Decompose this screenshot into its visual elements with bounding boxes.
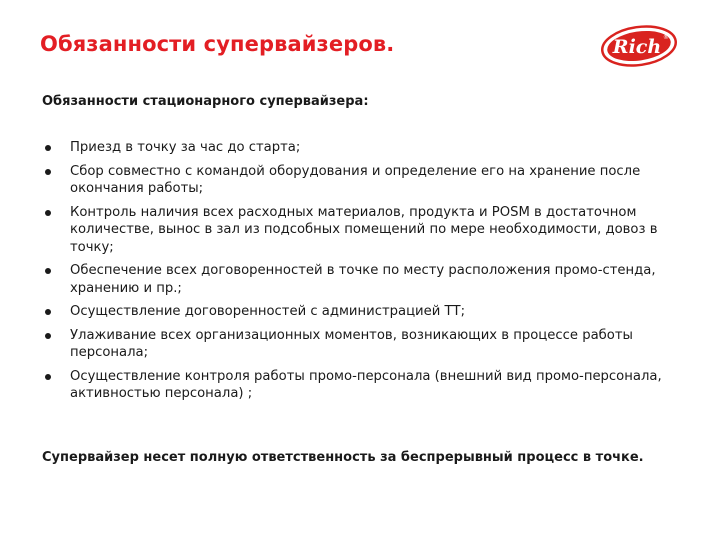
list-item-text: Осуществление контроля работы промо-персонала (внешний вид промо-персонала, активностью персонала) ; [70, 368, 662, 401]
list-item [42, 327, 682, 362]
section-subtitle: Обязанности стационарного супервайзера: [42, 94, 369, 109]
list-item [42, 163, 682, 198]
bullet-icon [45, 169, 51, 175]
rich-logo [600, 24, 678, 68]
bullet-icon [45, 210, 51, 216]
list-item-text: Сбор совместно с командой оборудования и определение его на хранение после окончания работы; [70, 163, 641, 196]
list-item [42, 139, 682, 157]
list-item [42, 262, 682, 297]
list-item [42, 368, 682, 403]
footer-statement: Супервайзер несет полную ответственность за беспрерывный процесс в точке. [42, 450, 644, 465]
list-item-text: Контроль наличия всех расходных материалов, продукта и POSM в достаточном количестве, вынос в зал из подсобных помещений по мере необходимости, довоз в точку; [70, 204, 658, 255]
logo-text: Rich [612, 36, 662, 58]
duties-list [42, 139, 682, 409]
bullet-icon [45, 268, 51, 274]
bullet-icon [45, 145, 51, 151]
bullet-icon [45, 374, 51, 380]
list-item [42, 204, 682, 257]
list-item-text: Улаживание всех организационных моментов, возникающих в процессе работы персонала; [70, 327, 633, 360]
bullet-icon [45, 309, 51, 315]
bullet-icon [45, 333, 51, 339]
list-item-text: Осуществление договоренностей с администрацией ТТ; [70, 304, 466, 319]
list-item [42, 303, 682, 321]
list-item-text: Приезд в точку за час до старта; [70, 140, 301, 155]
list-item-text: Обеспечение всех договоренностей в точке по месту расположения промо-стенда, хранению и пр.; [70, 263, 656, 296]
page-title: Обязанности супервайзеров. [40, 32, 395, 56]
logo-registered-mark: ® [663, 34, 669, 41]
